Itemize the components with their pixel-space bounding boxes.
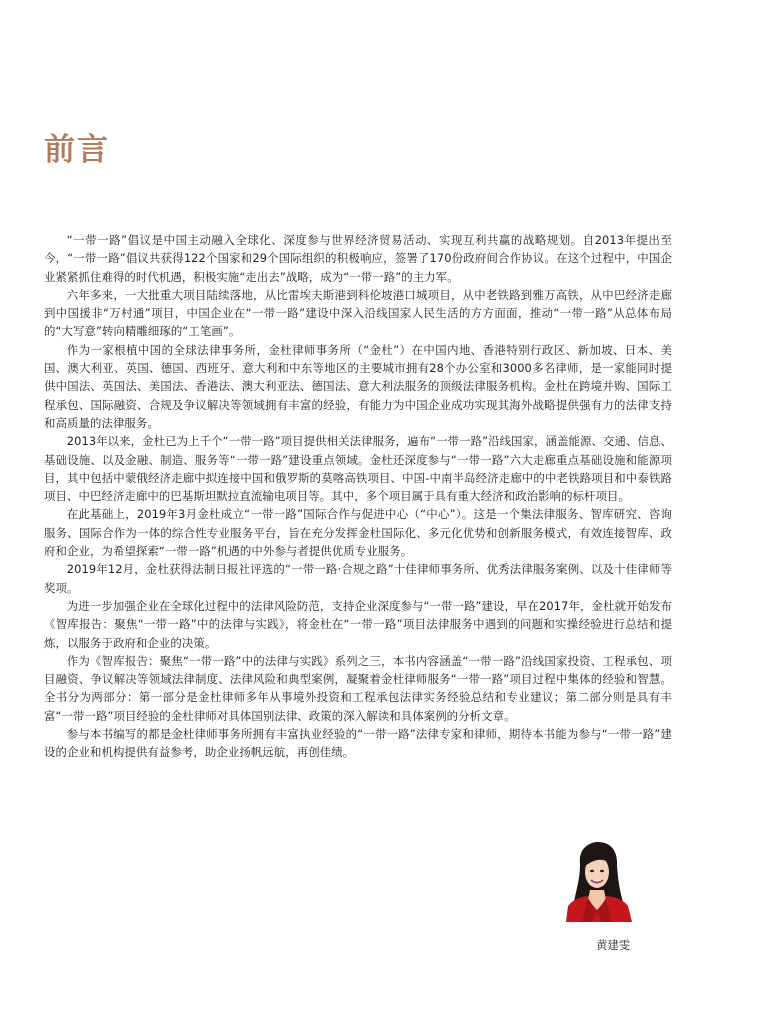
author-photo-icon [560,840,634,922]
paragraph-3: 作为一家根植中国的全球法律事务所，金杜律师事务所（“金杜”）在中国内地、香港特别行政区、新加坡、日本、美国、澳大利亚、英国、德国、西班牙、意大利和中东等地区的主要城市拥有28个办公室和3000多名律师，是一家能同时提供中国法、英国法、美国法、香港法、澳大利亚法、德国法、意大利法服务的顶级法律服务机构。金杜在跨境并购、国际工程承包、国际融资、合规及争议解决等领域拥有丰富的经验，有能力为中国企业成功实现其海外战略提供强有力的法律支持和高质量的法律服务。 [44,342,672,430]
preface-body [44,231,672,762]
paragraph-2: 六年多来，一大批重大项目陆续落地，从比雷埃夫斯港到科伦坡港口城项目，从中老铁路到雅万高铁，从中巴经济走廊到中国援非“万村通”项目，中国企业在“一带一路”建设中深入沿线国家人民生活的方方面面，推动“一带一路”从总体布局的“大写意”转向精雕细琢的“工笔画”。 [44,287,672,339]
paragraph-9: 参与本书编写的都是金杜律师事务所拥有丰富执业经验的“一带一路”法律专家和律师，期待本书能为参与“一带一路”建设的企业和机构提供有益参考，助企业扬帆远航，再创佳绩。 [44,727,672,760]
paragraph-5: 在此基础上，2019年3月金杜成立“一带一路”国际合作与促进中心（“中心”）。这是一个集法律服务、智库研究、咨询服务、国际合作为一体的综合性专业服务平台，旨在充分发挥金杜国际化、多元化优势和创新服务模式，有效连接智库、政府和企业，为希望探索“一带一路”机遇的中外参与者提供优质专业服务。 [44,507,672,559]
paragraph-8: 作为《智库报告：聚焦“一带一路”中的法律与实践》系列之三，本书内容涵盖“一带一路”沿线国家投资、工程承包、项目融资、争议解决等领域法律制度、法律风险和典型案例，凝聚着金杜律师服务“一带一路”项目过程中集体的经验和智慧。全书分为两部分：第一部分是金杜律师多年从事境外投资和工程承包法律实务经验总结和专业建议；第二部分则是具有丰富“一带一路”项目经验的金杜律师对具体国别法律、政策的深入解读和具体案例的分析文章。 [44,653,672,723]
paragraph-1: “一带一路”倡议是中国主动融入全球化、深度参与世界经济贸易活动、实现互利共赢的战略规划。自2013年提出至今，“一带一路”倡议共获得122个国家和29个国际组织的积极响应，签署了170份政府间合作协议。在这个过程中，中国企业紧紧抓住难得的时代机遇，积极实施“走出去”战略，成为“一带一路”的主力军。 [44,233,672,284]
page-title: 前言 [44,132,110,168]
paragraph-6: 2019年12月，金杜获得法制日报社评选的“一带一路·合规之路”十佳律师事务所、优秀法律服务案例、以及十佳律师等奖项。 [44,562,672,595]
paragraph-4: 2013年以来，金杜已为上千个“一带一路”项目提供相关法律服务，遍布“一带一路”沿线国家，涵盖能源、交通、信息、基础设施、以及金融、制造、服务等“一带一路”建设重点领域。金杜还深度参与“一带一路”六大走廊重点基础设施和能源项目，其中包括中蒙俄经济走廊中拟连接中国和俄罗斯的莫喀高铁项目、中国-中南半岛经济走廊中的中老铁路项目和中泰铁路项目、中巴经济走廊中的巴基斯坦默拉直流输电项目等。其中，多个项目属于具有重大经济和政治影响的标杆项目。 [44,434,672,504]
author-portrait [560,840,634,922]
author-signature: 黄建雯 [596,938,631,952]
paragraph-7: 为进一步加强企业在全球化过程中的法律风险防范，支持企业深度参与“一带一路”建设，早在2017年，金杜就开始发布《智库报告：聚焦“一带一路”中的法律与实践》，将金杜在“一带一路”项目法律服务中遇到的问题和实操经验进行总结和提炼，以服务于政府和企业的决策。 [44,598,672,650]
